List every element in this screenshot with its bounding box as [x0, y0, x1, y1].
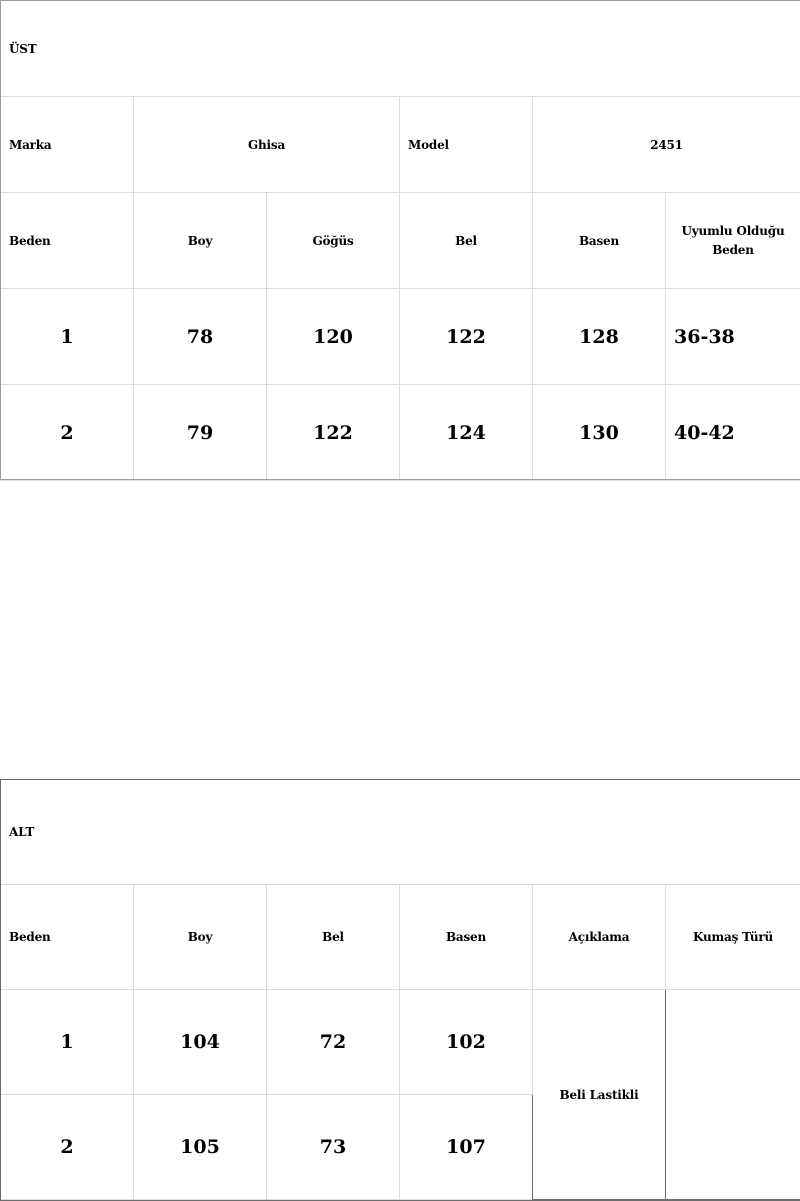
cell-beden: 1	[1, 990, 134, 1095]
header-aciklama: Açıklama	[533, 885, 666, 990]
cell-uyumlu-beden: 40-42	[666, 385, 800, 481]
table-row	[1, 990, 800, 1095]
cell-bel: 122	[400, 289, 533, 385]
cell-beden: 2	[1, 385, 134, 481]
cell-boy: 104	[134, 990, 267, 1095]
header-kumas-turu: Kumaş Türü	[666, 885, 800, 990]
brand-value: Ghisa	[134, 97, 400, 193]
cell-beden: 1	[1, 289, 134, 385]
ust-size-table	[0, 0, 800, 481]
cell-aciklama: Beli Lastikli	[533, 990, 666, 1200]
cell-uyumlu-beden: 36-38	[666, 289, 800, 385]
table-row	[1, 289, 800, 385]
header-basen: Basen	[533, 193, 666, 289]
header-basen: Basen	[400, 885, 533, 990]
cell-boy: 105	[134, 1095, 267, 1200]
alt-size-table	[0, 779, 800, 1200]
cell-basen: 102	[400, 990, 533, 1095]
cell-basen: 128	[533, 289, 666, 385]
cell-boy: 79	[134, 385, 267, 481]
model-label: Model	[400, 97, 533, 193]
cell-bel: 72	[267, 990, 400, 1095]
header-gogus: Göğüs	[267, 193, 400, 289]
alt-title: ALT	[1, 780, 800, 885]
header-boy: Boy	[134, 885, 267, 990]
cell-beden: 2	[1, 1095, 134, 1200]
model-value: 2451	[533, 97, 800, 193]
cell-gogus: 122	[267, 385, 400, 481]
cell-basen: 107	[400, 1095, 533, 1200]
cell-boy: 78	[134, 289, 267, 385]
cell-bel: 73	[267, 1095, 400, 1200]
header-uyumlu-beden: Uyumlu Olduğu Beden	[666, 193, 800, 289]
cell-bel: 124	[400, 385, 533, 481]
header-bel: Bel	[400, 193, 533, 289]
brand-label: Marka	[1, 97, 134, 193]
ust-title: ÜST	[1, 1, 800, 97]
cell-gogus: 120	[267, 289, 400, 385]
header-beden: Beden	[1, 193, 134, 289]
cell-kumas-turu	[666, 990, 800, 1200]
cell-basen: 130	[533, 385, 666, 481]
table-row	[1, 385, 800, 481]
header-beden: Beden	[1, 885, 134, 990]
header-bel: Bel	[267, 885, 400, 990]
header-boy: Boy	[134, 193, 267, 289]
